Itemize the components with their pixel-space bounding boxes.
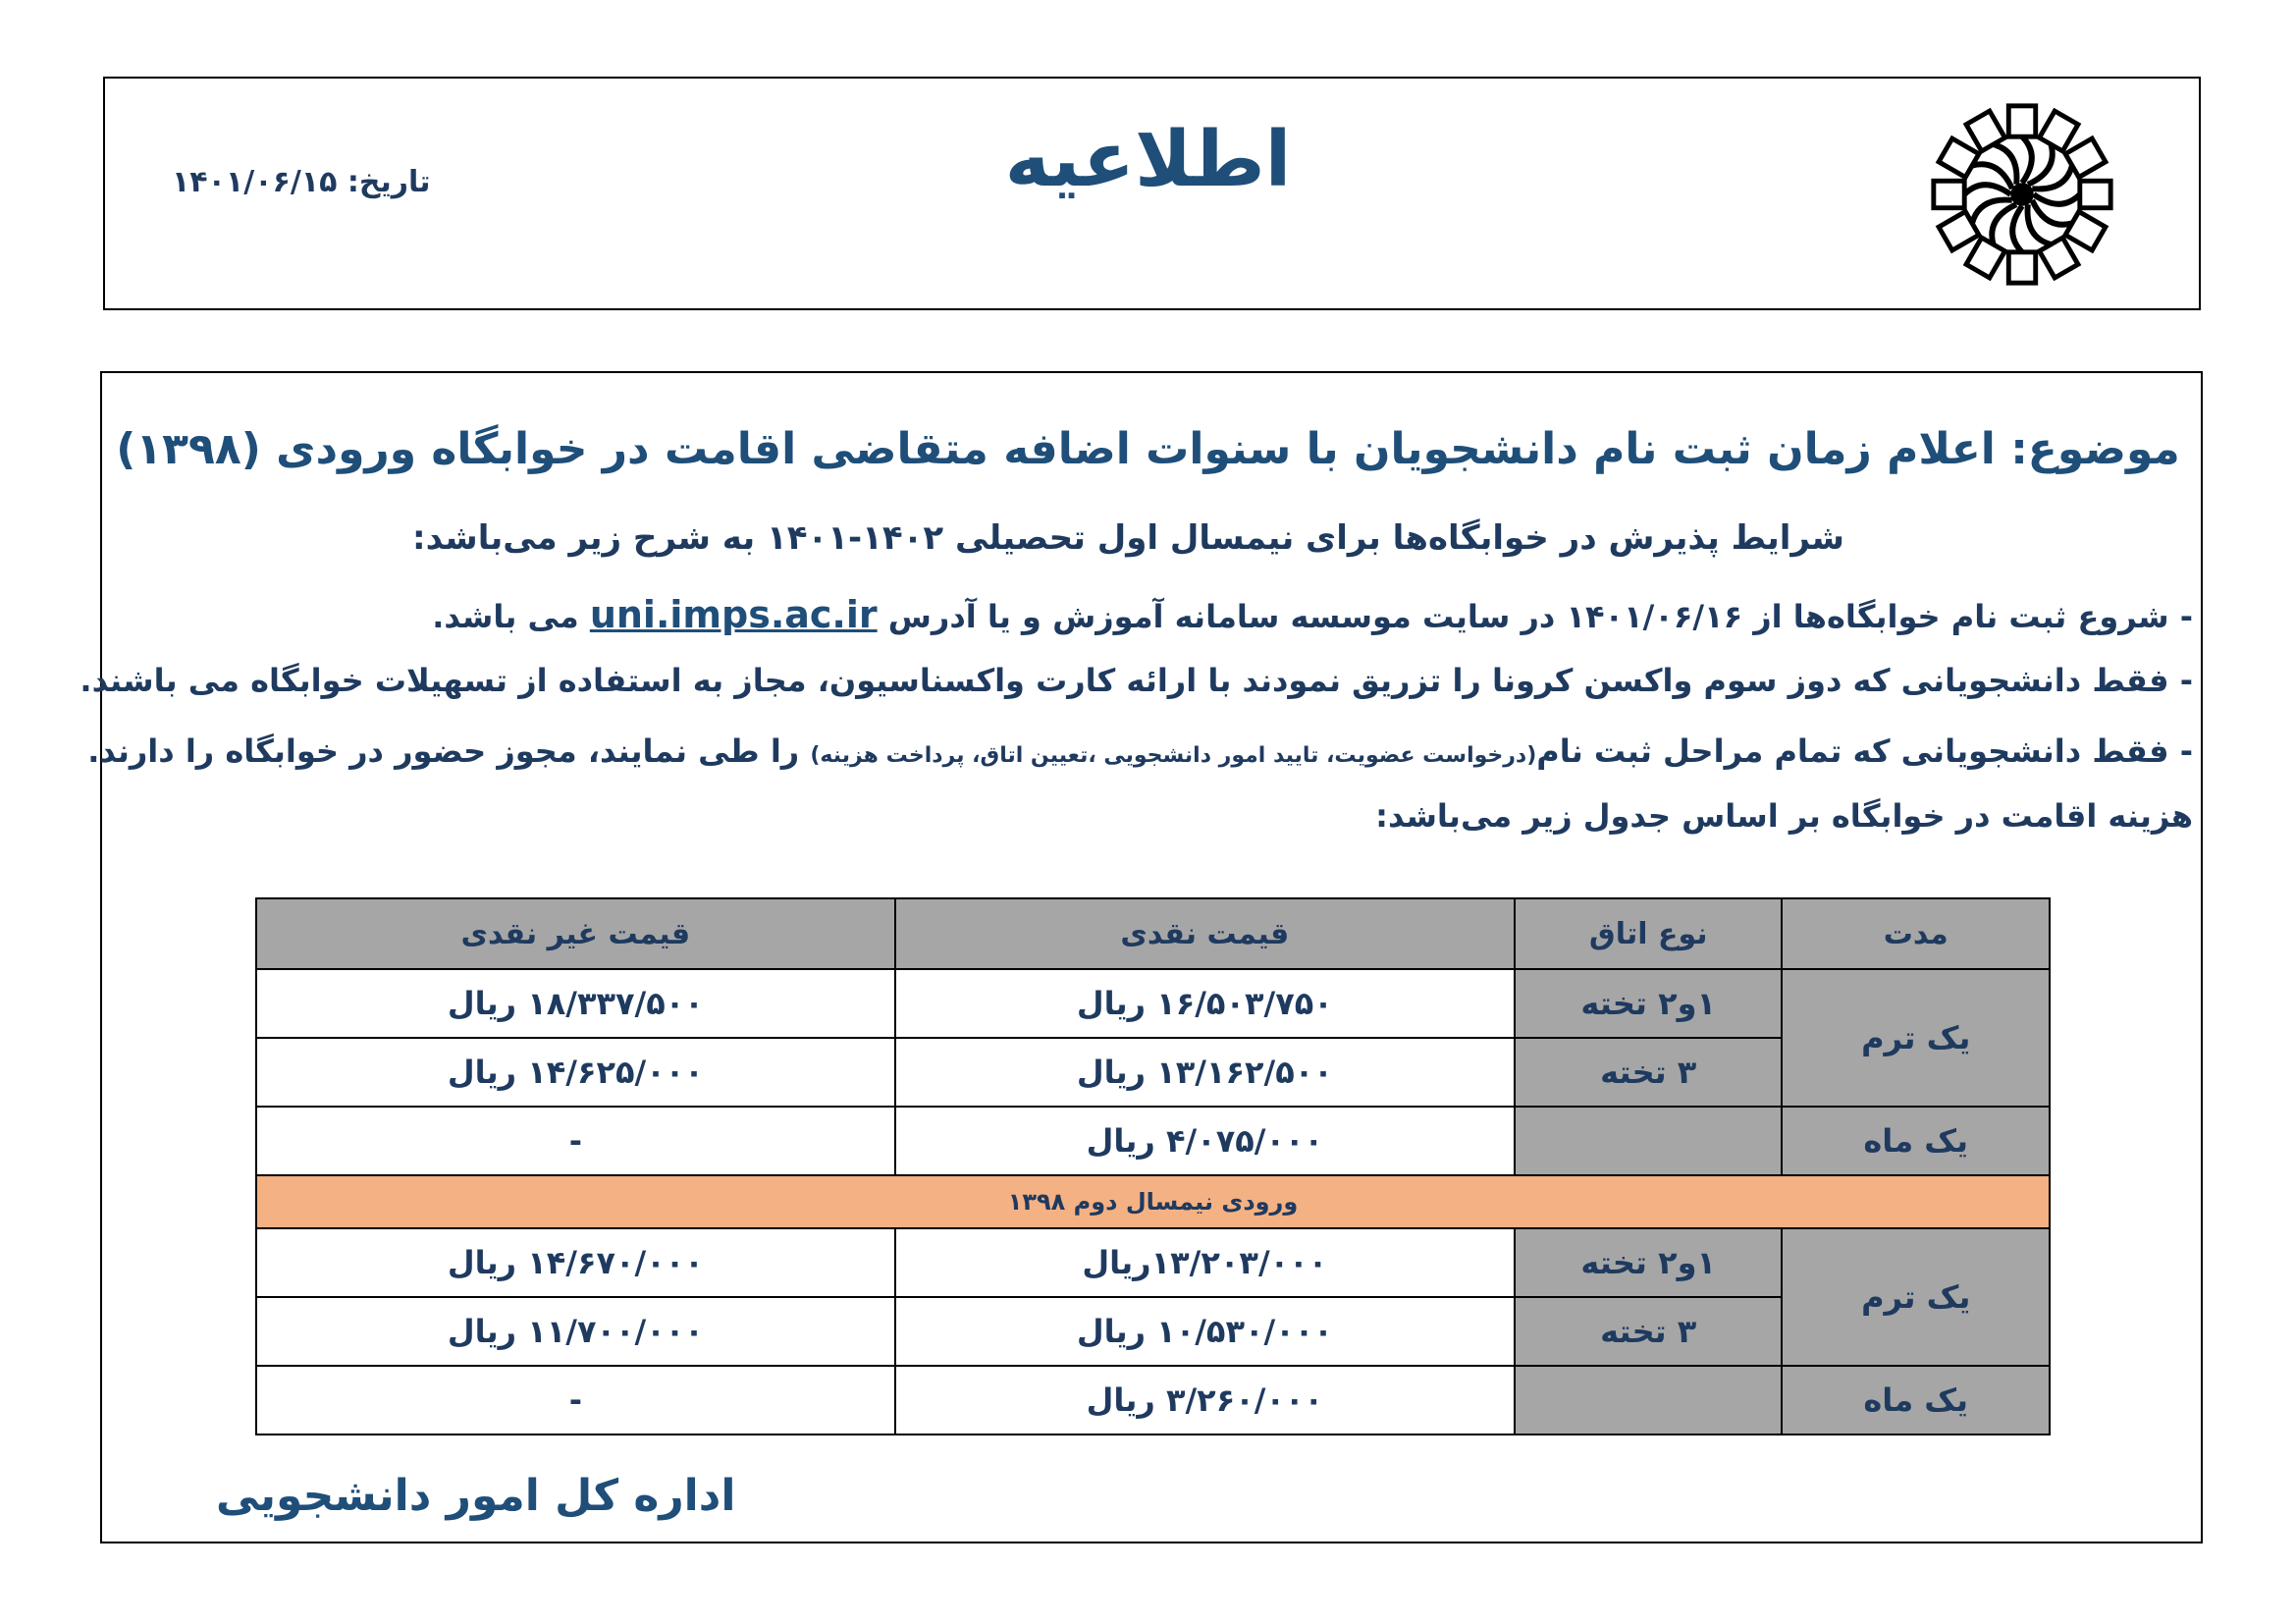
duration-cell: یک ترم	[1782, 969, 2050, 1107]
table-row	[256, 1366, 2050, 1435]
table-row	[256, 1228, 2050, 1297]
steps-text-end: را طی نمایند، مجوز حضور در خوابگاه را دارند.	[87, 732, 811, 770]
page-title: اطلاعیه	[1004, 116, 1292, 204]
credit-cell: -	[256, 1366, 895, 1435]
subject-heading: موضوع: اعلام زمان ثبت نام دانشجویان با سنوات اضافه متقاضی اقامت در خوابگاه ورودی (۱۳۹۸)	[116, 424, 2180, 474]
table-header-row	[256, 898, 2050, 969]
duration-cell: یک ماه	[1782, 1366, 2050, 1435]
room-cell: ۳ تخته	[1515, 1038, 1783, 1107]
cash-cell: ۱۳/۱۶۲/۵۰۰ ریال	[895, 1038, 1515, 1107]
table-row	[256, 969, 2050, 1038]
duration-cell: یک ترم	[1782, 1228, 2050, 1366]
cash-cell: ۱۰/۵۳۰/۰۰۰ ریال	[895, 1297, 1515, 1366]
registration-text: - شروع ثبت نام خوابگاه‌ها از ۱۴۰۱/۰۶/۱۶ در سایت موسسه سامانه آموزش و یا آدرس	[877, 598, 2193, 635]
signature: اداره کل امور دانشجویی	[216, 1471, 736, 1521]
duration-cell: یک ماه	[1782, 1107, 2050, 1175]
registration-line	[432, 593, 2193, 636]
table-row	[256, 1107, 2050, 1175]
room-cell: ۱و۲ تخته	[1515, 1228, 1783, 1297]
credit-cell: ۱۱/۷۰۰/۰۰۰ ریال	[256, 1297, 895, 1366]
steps-detail: (درخواست عضویت، تایید امور دانشجویی ،تعیین اتاق، پرداخت هزینه)	[810, 743, 1537, 768]
steps-line	[87, 732, 2193, 770]
room-cell: ۳ تخته	[1515, 1297, 1783, 1366]
cash-cell: ۴/۰۷۵/۰۰۰ ریال	[895, 1107, 1515, 1175]
header-duration: مدت	[1782, 898, 2050, 969]
fees-table	[255, 897, 2051, 1435]
header-credit-price: قیمت غیر نقدی	[256, 898, 895, 969]
room-cell	[1515, 1107, 1783, 1175]
credit-cell: ۱۴/۶۲۵/۰۰۰ ریال	[256, 1038, 895, 1107]
room-cell: ۱و۲ تخته	[1515, 969, 1783, 1038]
date-label: تاریخ:	[347, 165, 431, 199]
cash-cell: ۱۳/۲۰۳/۰۰۰ریال	[895, 1228, 1515, 1297]
steps-text: - فقط دانشجویانی که تمام مراحل ثبت نام	[1536, 732, 2193, 770]
table-row	[256, 1297, 2050, 1366]
cost-intro-line: هزینه اقامت در خوابگاه بر اساس جدول زیر می‌باشد:	[1375, 797, 2193, 835]
credit-cell: ۱۴/۶۷۰/۰۰۰ ریال	[256, 1228, 895, 1297]
credit-cell: ۱۸/۳۳۷/۵۰۰ ریال	[256, 969, 895, 1038]
date-value: ۱۴۰۱/۰۶/۱۵	[172, 165, 338, 199]
room-cell	[1515, 1366, 1783, 1435]
conditions-heading: شرایط پذیرش در خوابگاه‌ها برای نیمسال اول تحصیلی ۱۴۰۲-۱۴۰۱ به شرح زیر می‌باشد:	[412, 518, 1844, 558]
table-row	[256, 1038, 2050, 1107]
date	[172, 165, 431, 199]
header-room-type: نوع اتاق	[1515, 898, 1783, 969]
registration-text-end: می باشد.	[432, 598, 590, 635]
cash-cell: ۳/۲۶۰/۰۰۰ ریال	[895, 1366, 1515, 1435]
separator-label: ورودی نیمسال دوم ۱۳۹۸	[256, 1175, 2050, 1228]
credit-cell: -	[256, 1107, 895, 1175]
header-cash-price: قیمت نقدی	[895, 898, 1515, 969]
separator-row	[256, 1175, 2050, 1228]
cash-cell: ۱۶/۵۰۳/۷۵۰ ریال	[895, 969, 1515, 1038]
vaccine-line: - فقط دانشجویانی که دوز سوم واکسن کرونا را تزریق نمودند با ارائه کارت واکسناسیون، مجاز به استفاده از تسهیلات خوابگاه می باشند.	[80, 662, 2193, 699]
registration-url-link[interactable]: uni.imps.ac.ir	[589, 593, 878, 636]
